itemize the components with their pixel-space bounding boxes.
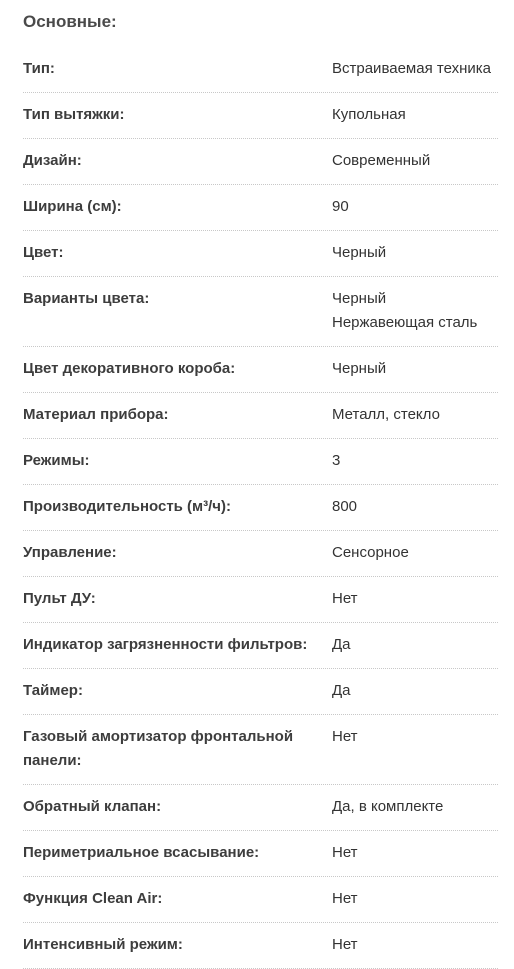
- spec-list: [23, 52, 498, 969]
- spec-value-line: Нет: [332, 590, 358, 607]
- spec-value-line: Да: [332, 682, 351, 699]
- spec-value-line: Черный: [332, 244, 387, 261]
- spec-value: [332, 679, 498, 703]
- spec-row: [23, 531, 498, 577]
- spec-key: Цвет:: [23, 244, 64, 261]
- spec-row: [23, 139, 498, 185]
- spec-row: [23, 623, 498, 669]
- spec-value-line: Встраиваемая техника: [332, 60, 491, 77]
- spec-row: [23, 93, 498, 139]
- spec-value-line: Нержавеющая сталь: [332, 314, 478, 331]
- spec-value: [332, 541, 498, 565]
- spec-value-line: Нет: [332, 890, 358, 907]
- spec-row: [23, 831, 498, 877]
- spec-value: [332, 357, 498, 381]
- spec-row: [23, 277, 498, 347]
- spec-row: [23, 577, 498, 623]
- spec-key: Материал прибора:: [23, 406, 169, 423]
- spec-value: [332, 495, 498, 519]
- spec-key: Тип вытяжки:: [23, 106, 125, 123]
- spec-value: [332, 887, 498, 911]
- spec-row: [23, 923, 498, 969]
- spec-row: [23, 485, 498, 531]
- spec-key: Функция Clean Air:: [23, 890, 163, 907]
- spec-key: Интенсивный режим:: [23, 936, 183, 953]
- spec-value: [332, 241, 498, 265]
- spec-key: Дизайн:: [23, 152, 82, 169]
- spec-value: [332, 841, 498, 865]
- spec-row: [23, 185, 498, 231]
- spec-value-line: 800: [332, 498, 358, 515]
- spec-value-line: Черный: [332, 360, 387, 377]
- spec-value: [332, 57, 498, 81]
- spec-value: [332, 795, 498, 819]
- spec-key: Цвет декоративного короба:: [23, 360, 236, 377]
- spec-value: [332, 287, 498, 335]
- spec-value-line: Сенсорное: [332, 544, 409, 561]
- spec-value-line: 3: [332, 452, 341, 469]
- spec-key: Периметриальное всасывание:: [23, 844, 260, 861]
- spec-row: [23, 877, 498, 923]
- spec-value: [332, 403, 498, 427]
- spec-key: Варианты цвета:: [23, 290, 150, 307]
- spec-value: [332, 103, 498, 127]
- spec-row: [23, 347, 498, 393]
- spec-row: [23, 231, 498, 277]
- spec-value: [332, 725, 498, 749]
- spec-key: Газовый амортизатор фронтальной панели:: [23, 728, 294, 769]
- spec-key: Управление:: [23, 544, 117, 561]
- spec-key: Производительность (м³/ч):: [23, 498, 232, 515]
- spec-value: [332, 933, 498, 957]
- spec-value-line: Купольная: [332, 106, 406, 123]
- spec-row: [23, 785, 498, 831]
- spec-key: Таймер:: [23, 682, 83, 699]
- spec-key: Индикатор загрязненности фильтров:: [23, 636, 308, 653]
- spec-value-line: Да: [332, 636, 351, 653]
- spec-value-line: Да, в комплекте: [332, 798, 444, 815]
- spec-value: [332, 587, 498, 611]
- spec-value: [332, 195, 498, 219]
- spec-row: [23, 439, 498, 485]
- spec-key: Режимы:: [23, 452, 90, 469]
- spec-row: [23, 52, 498, 93]
- spec-value: [332, 633, 498, 657]
- spec-value-line: Современный: [332, 152, 431, 169]
- spec-row: [23, 393, 498, 439]
- spec-value-line: Нет: [332, 728, 358, 745]
- spec-key: Пульт ДУ:: [23, 590, 96, 607]
- spec-value-line: Нет: [332, 844, 358, 861]
- spec-value-line: 90: [332, 198, 349, 215]
- spec-value-line: Нет: [332, 936, 358, 953]
- spec-row: [23, 669, 498, 715]
- spec-value-line: Черный: [332, 290, 387, 307]
- spec-key: Ширина (см):: [23, 198, 122, 215]
- section-title: Основные:: [23, 12, 117, 31]
- spec-key: Тип:: [23, 60, 55, 77]
- spec-value-line: Металл, стекло: [332, 406, 440, 423]
- spec-value: [332, 449, 498, 473]
- spec-row: [23, 715, 498, 785]
- spec-key: Обратный клапан:: [23, 798, 162, 815]
- spec-value: [332, 149, 498, 173]
